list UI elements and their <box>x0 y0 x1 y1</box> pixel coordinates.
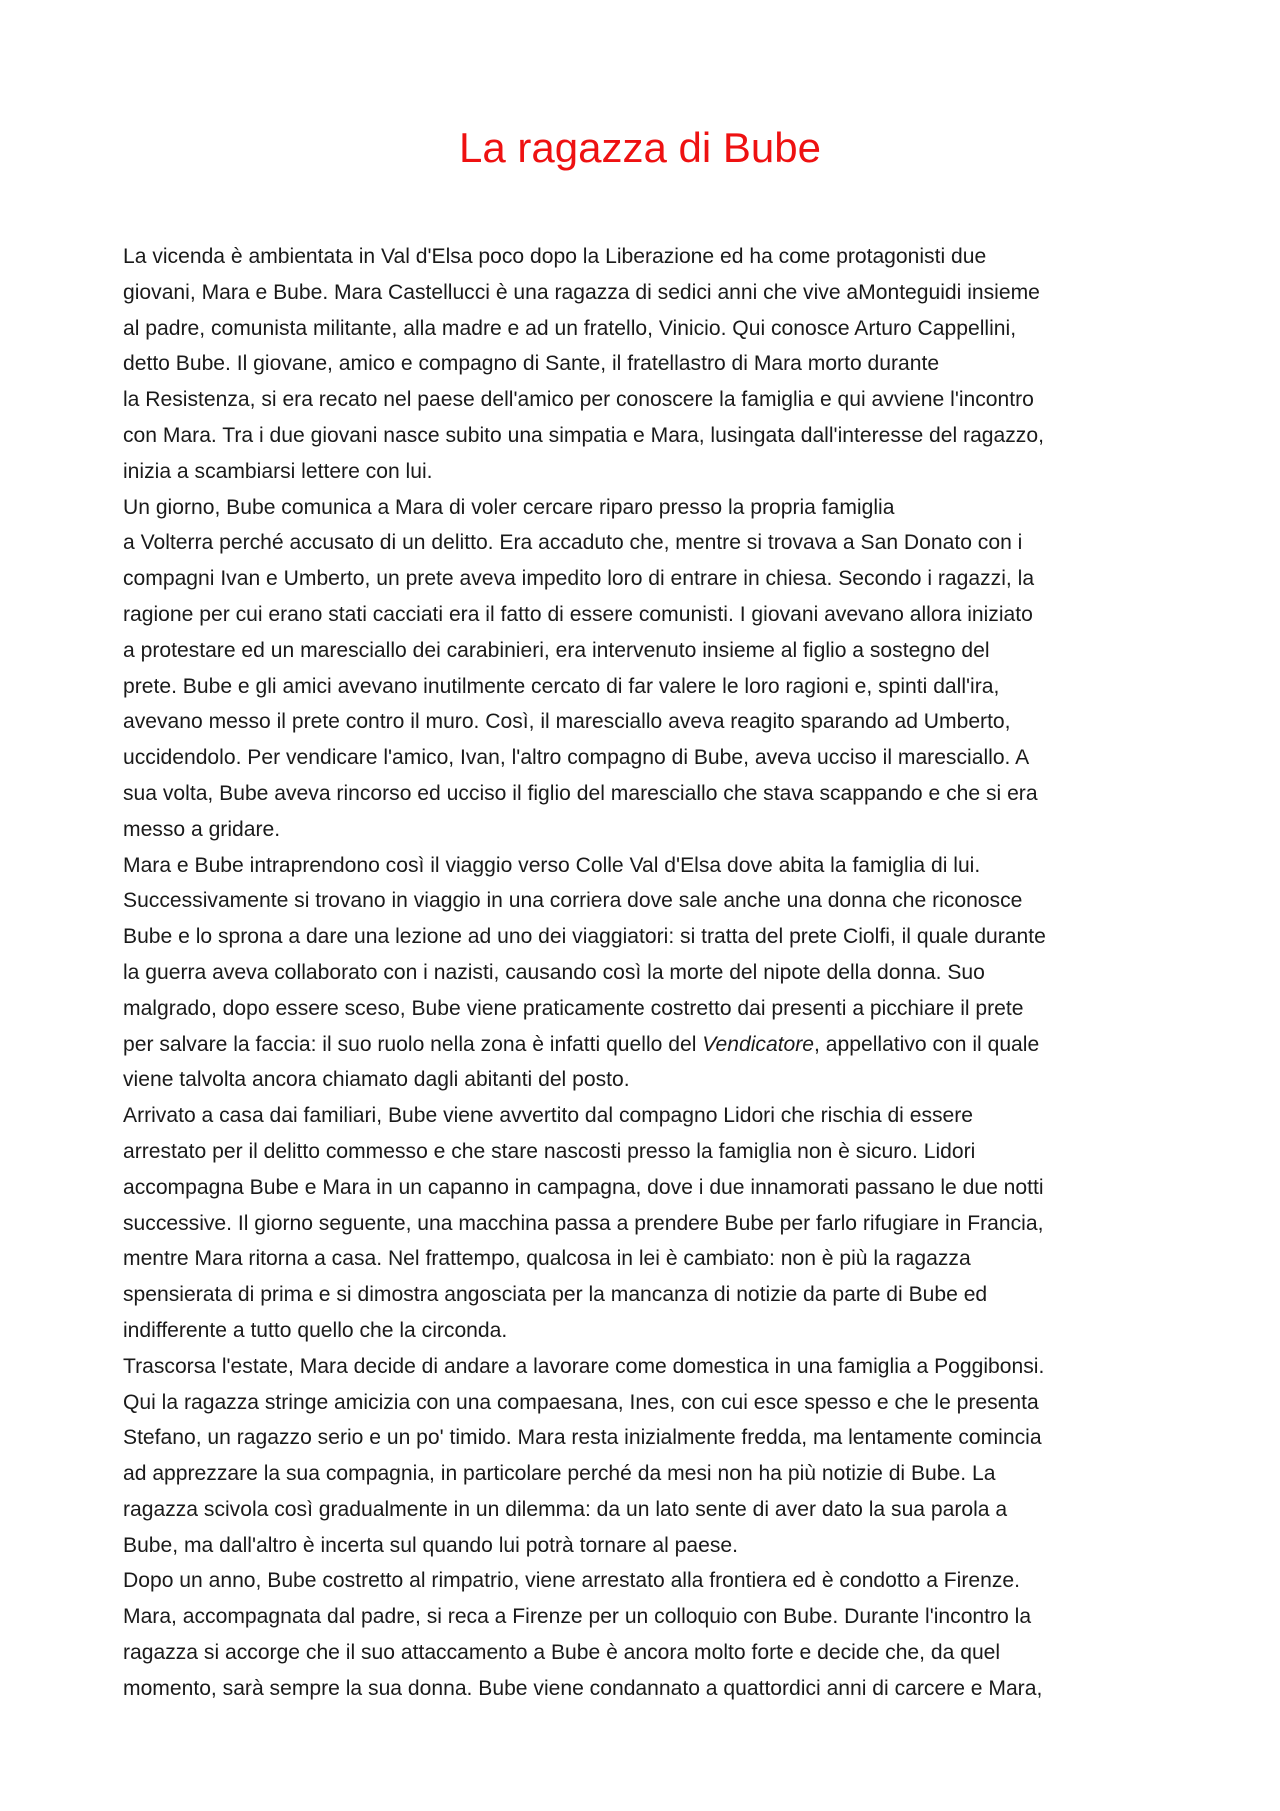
text-line: malgrado, dopo essere sceso, Bube viene praticamente costretto dai presenti a picchiare il prete <box>123 996 1024 1020</box>
italic-term: Vendicatore <box>702 1032 815 1056</box>
text-line: compagni Ivan e Umberto, un prete aveva impedito loro di entrare in chiesa. Secondo i ragazzi, la <box>123 567 1035 591</box>
text-line: Dopo un anno, Bube costretto al rimpatrio, viene arrestato alla frontiera ed è condotto a Firenze. <box>123 1569 1020 1593</box>
text-line: ad apprezzare la sua compagnia, in particolare perché da mesi non ha più notizie di Bube. La <box>123 1462 996 1486</box>
text-line: Qui la ragazza stringe amicizia con una compaesana, Ines, con cui esce spesso e che le presenta <box>123 1390 1039 1414</box>
text-line: spensierata di prima e si dimostra angosciata per la mancanza di notizie da parte di Bube ed <box>123 1283 988 1307</box>
text-line: giovani, Mara e Bube. Mara Castellucci è una ragazza di sedici anni che vive aMonteguidi insieme <box>123 280 1040 304</box>
document-title: La ragazza di Bube <box>459 124 821 171</box>
text-line: Stefano, un ragazzo serio e un po' timido. Mara resta inizialmente fredda, ma lentamente comincia <box>123 1426 1042 1450</box>
text-line: a protestare ed un maresciallo dei carabinieri, era intervenuto insieme al figlio a sostegno del <box>123 638 990 662</box>
paragraph-1 <box>123 239 1175 490</box>
text-line: ragazza scivola così gradualmente in un dilemma: da un lato sente di aver dato la sua parola a <box>123 1497 1008 1521</box>
paragraph-6 <box>123 1563 1175 1706</box>
text-line: indifferente a tutto quello che la circonda. <box>123 1318 508 1342</box>
text-line: a Volterra perché accusato di un delitto. Era accaduto che, mentre si trovava a San Donato con i <box>123 531 1023 555</box>
italic-line-after: , appellativo con il quale <box>814 1032 1040 1056</box>
text-line: viene talvolta ancora chiamato dagli abitanti del posto. <box>123 1068 630 1092</box>
text-line: Un giorno, Bube comunica a Mara di voler cercare riparo presso la propria famiglia <box>123 495 895 519</box>
italic-line-before: per salvare la faccia: il suo ruolo nella zona è infatti quello del <box>123 1032 703 1056</box>
text-line: ragazza si accorge che il suo attaccamento a Bube è ancora molto forte e decide che, da quel <box>123 1641 1001 1665</box>
text-line: la Resistenza, si era recato nel paese dell'amico per conoscere la famiglia e qui avviene l'incontro <box>123 388 1034 412</box>
text-line: inizia a scambiarsi lettere con lui. <box>123 459 433 483</box>
text-line: mentre Mara ritorna a casa. Nel frattempo, qualcosa in lei è cambiato: non è più la ragazza <box>123 1247 971 1271</box>
text-line: Mara e Bube intraprendono così il viaggio verso Colle Val d'Elsa dove abita la famiglia di lui. <box>123 853 981 877</box>
text-line: al padre, comunista militante, alla madre e ad un fratello, Vinicio. Qui conosce Arturo Cappellini, <box>123 316 1017 340</box>
text-line: La vicenda è ambientata in Val d'Elsa poco dopo la Liberazione ed ha come protagonisti due <box>123 245 987 268</box>
text-line: Trascorsa l'estate, Mara decide di andare a lavorare come domestica in una famiglia a Poggibonsi. <box>123 1354 1045 1378</box>
paragraph-2 <box>123 490 1175 848</box>
text-line-with-italic <box>123 1027 1175 1063</box>
text-line: Arrivato a casa dai familiari, Bube viene avvertito dal compagno Lidori che rischia di essere <box>123 1104 974 1128</box>
text-line: uccidendolo. Per vendicare l'amico, Ivan, l'altro compagno di Bube, aveva ucciso il maresciallo. A <box>123 746 1030 770</box>
text-line: detto Bube. Il giovane, amico e compagno di Sante, il fratellastro di Mara morto durante <box>123 352 940 376</box>
paragraph-5 <box>123 1349 1175 1564</box>
text-line: avevano messo il prete contro il muro. Così, il maresciallo aveva reagito sparando ad Umberto, <box>123 710 1011 734</box>
text-line: Bube, ma dall'altro è incerta sul quando lui potrà tornare al paese. <box>123 1533 738 1557</box>
text-line: Bube e lo sprona a dare una lezione ad uno dei viaggiatori: si tratta del prete Ciolfi, il quale durante <box>123 925 1046 949</box>
text-line: la guerra aveva collaborato con i nazisti, causando così la morte del nipote della donna. Suo <box>123 960 985 984</box>
document-body <box>123 239 1175 1707</box>
text-line: con Mara. Tra i due giovani nasce subito una simpatia e Mara, lusingata dall'interesse del ragazzo, <box>123 423 1044 447</box>
text-line: accompagna Bube e Mara in un capanno in campagna, dove i due innamorati passano le due notti <box>123 1175 1044 1199</box>
text-line: Mara, accompagnata dal padre, si reca a Firenze per un colloquio con Bube. Durante l'incontro la <box>123 1605 1032 1629</box>
paragraph-3 <box>123 848 1175 1099</box>
text-line: successive. Il giorno seguente, una macchina passa a prendere Bube per farlo rifugiare in Francia, <box>123 1211 1044 1235</box>
text-line: messo a gridare. <box>123 817 281 841</box>
text-line: ragione per cui erano stati cacciati era il fatto di essere comunisti. I giovani avevano allora iniziato <box>123 602 1033 626</box>
text-line: sua volta, Bube aveva rincorso ed ucciso il figlio del maresciallo che stava scappando e che si era <box>123 781 1038 805</box>
text-line: momento, sarà sempre la sua donna. Bube viene condannato a quattordici anni di carcere e Mara, <box>123 1676 1043 1700</box>
text-line: prete. Bube e gli amici avevano inutilmente cercato di far valere le loro ragioni e, spinti dall'ira, <box>123 674 1000 698</box>
paragraph-4 <box>123 1098 1175 1349</box>
text-line: Successivamente si trovano in viaggio in una corriera dove sale anche una donna che riconosce <box>123 889 1023 913</box>
text-line: arrestato per il delitto commesso e che stare nascosti presso la famiglia non è sicuro. Lidori <box>123 1139 976 1163</box>
